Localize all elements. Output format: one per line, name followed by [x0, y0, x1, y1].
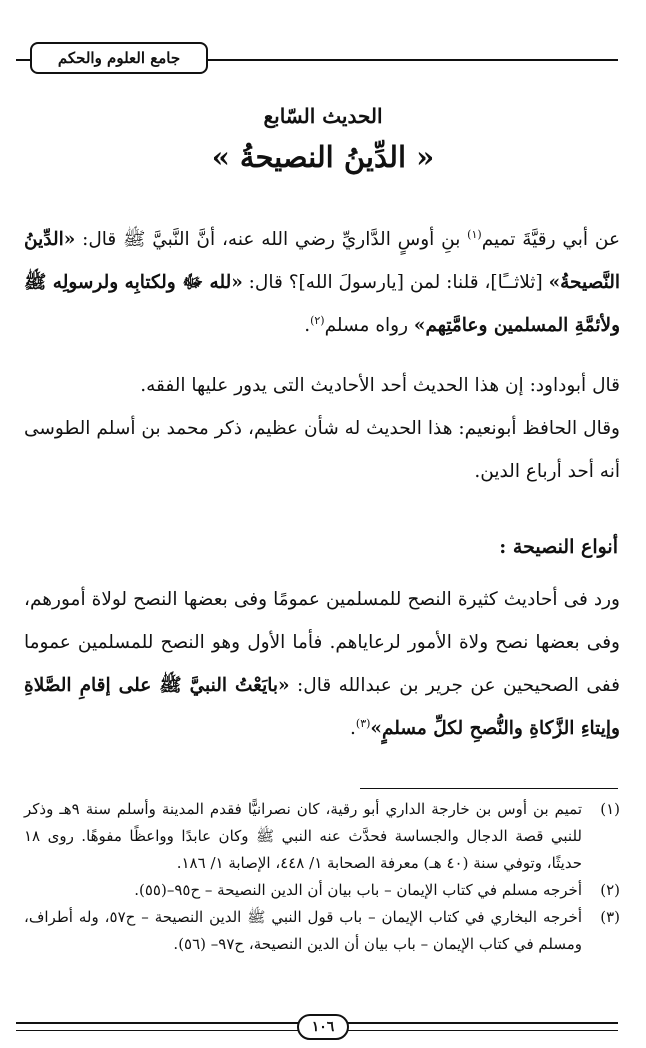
section-heading: أنواع النصيحة : [499, 536, 618, 558]
hadith-text-part: بنِ أوسٍ الدَّاريِّ رضي الله عنه، أنَّ النَّبيَّ ﷺ قال: [75, 229, 468, 250]
running-header: جامع العلوم والحكم [30, 42, 208, 74]
footnote-number: (١) [600, 800, 620, 818]
hadith-paragraph: عن أبي رقيَّةَ تميم$^{(١)}$ بنِ أوسٍ الدَّاريِّ رضي الله عنه، أنَّ النَّبيَّ ﷺ قال: «الدِّينُ النَّصيحةُ» [ثلاثــًا]، قلنا: لمن [يارسولَ الله]؟ قال: «لله ﷻ ولكتابِه ولرسولِه ﷺ ولأئمَّةِ المسلمين وعامَّتِهم» رواه مسلم$^{(٢)}$. [24, 227, 620, 336]
footnote-text: أخرجه مسلم في كتاب الإيمان – باب بيان أن الدين النصيحة – ح٩٥–(٥٥). [134, 881, 582, 899]
footnote-ref-1: (١) [467, 227, 482, 241]
header-rule-right [208, 59, 618, 61]
page-number: ١٠٦ [297, 1014, 349, 1040]
section-text [24, 578, 620, 750]
footnotes [24, 796, 620, 958]
abunuaym-paragraph: وقال الحافظ أبونعيم: هذا الحديث له شأن عظيم، ذكر محمد بن أسلم الطوسى أنه أحد أرباع الدين. [24, 418, 620, 482]
hadith-source: رواه مسلم [324, 315, 414, 336]
footnote-ref-3: (٣) [355, 716, 371, 730]
footnote-text: أخرجه البخاري في كتاب الإيمان – باب قول النبي ﷺ الدين النصيحة – ح٥٧، وله أطراف، ومسلم في كتاب الإيمان – باب بيان أن الدين النصيحة، ح٩٧– (٥٦). [24, 908, 582, 953]
hadith-title: « الدِّينُ النصيحةُ » [211, 140, 435, 174]
footnote-number: (٢) [600, 881, 620, 899]
footnote [24, 877, 620, 904]
hadith-quote: «لله ﷻ ولكتابِه ولرسولِه ﷺ ولأئمَّةِ المسلمين وعامَّتِهم» [24, 272, 620, 336]
nasiha-paragraph: ورد فى أحاديث كثيرة النصح للمسلمين عمومًا وفى بعضها النصح لولاة أمورهم، وفى بعضها نصح ولاة الأمور لرعاياهم. فأما الأول وهو النصح للمسلمين عموما ففى الصحيحين عن جرير بن عبدالله قال: «بايَعْتُ النبيَّ ﷺ على إقامِ الصَّلاةِ وإيتاءِ الزَّكاةِ والنُّصحِ لكلِّ مسلمٍ»$^{(٣)}$. [24, 589, 620, 739]
footnote-text: تميم بن أوس بن خارجة الداري أبو رقية، كان نصرانيًّا فقدم المدينة وأسلم سنة ٩هـ وذكر للنبي قصة الدجال والجساسة فحدَّث عنه النبي ﷺ وكان عابدًا وواعظًا مفوهًا. روى ١٨ حديثًا، وتوفي سنة (٤٠ هـ) معرفة الصحابة ١/ ٤٤٨، الإصابة ١/ ١٨٦. [24, 800, 582, 872]
header-rule-left [16, 59, 30, 61]
hadith-narrator: عن أبي رقيَّةَ تميم [481, 229, 620, 250]
abudawud-paragraph: قال أبوداود: إن هذا الحديث أحد الأحاديث التى يدور عليها الفقه. [140, 375, 620, 396]
footnote-number: (٣) [600, 908, 620, 926]
footnote-separator [360, 788, 618, 789]
hadith-text [24, 218, 620, 347]
footnote [24, 796, 620, 877]
hadith-quote: «الدِّينُ النَّصيحةُ» [24, 229, 620, 293]
hadith-text-part: [ثلاثــًا]، قلنا: لمن [يارسولَ الله]؟ قال: [242, 272, 549, 293]
nasiha-text: ورد فى أحاديث كثيرة النصح للمسلمين عمومًا وفى بعضها النصح لولاة أمورهم، وفى بعضها نصح ولاة الأمور لرعاياهم. فأما الأول وهو النصح للمسلمين عموما ففى الصحيحين عن جرير بن عبدالله قال: [24, 589, 620, 696]
hadith-quote: «بايَعْتُ النبيَّ ﷺ على إقامِ الصَّلاةِ وإيتاءِ الزَّكاةِ والنُّصحِ لكلِّ مسلمٍ» [24, 675, 620, 739]
commentary [24, 364, 620, 493]
hadith-number: الحديث السّابع [263, 104, 383, 128]
footnote [24, 904, 620, 958]
footnote-ref-2: (٢) [310, 313, 325, 327]
